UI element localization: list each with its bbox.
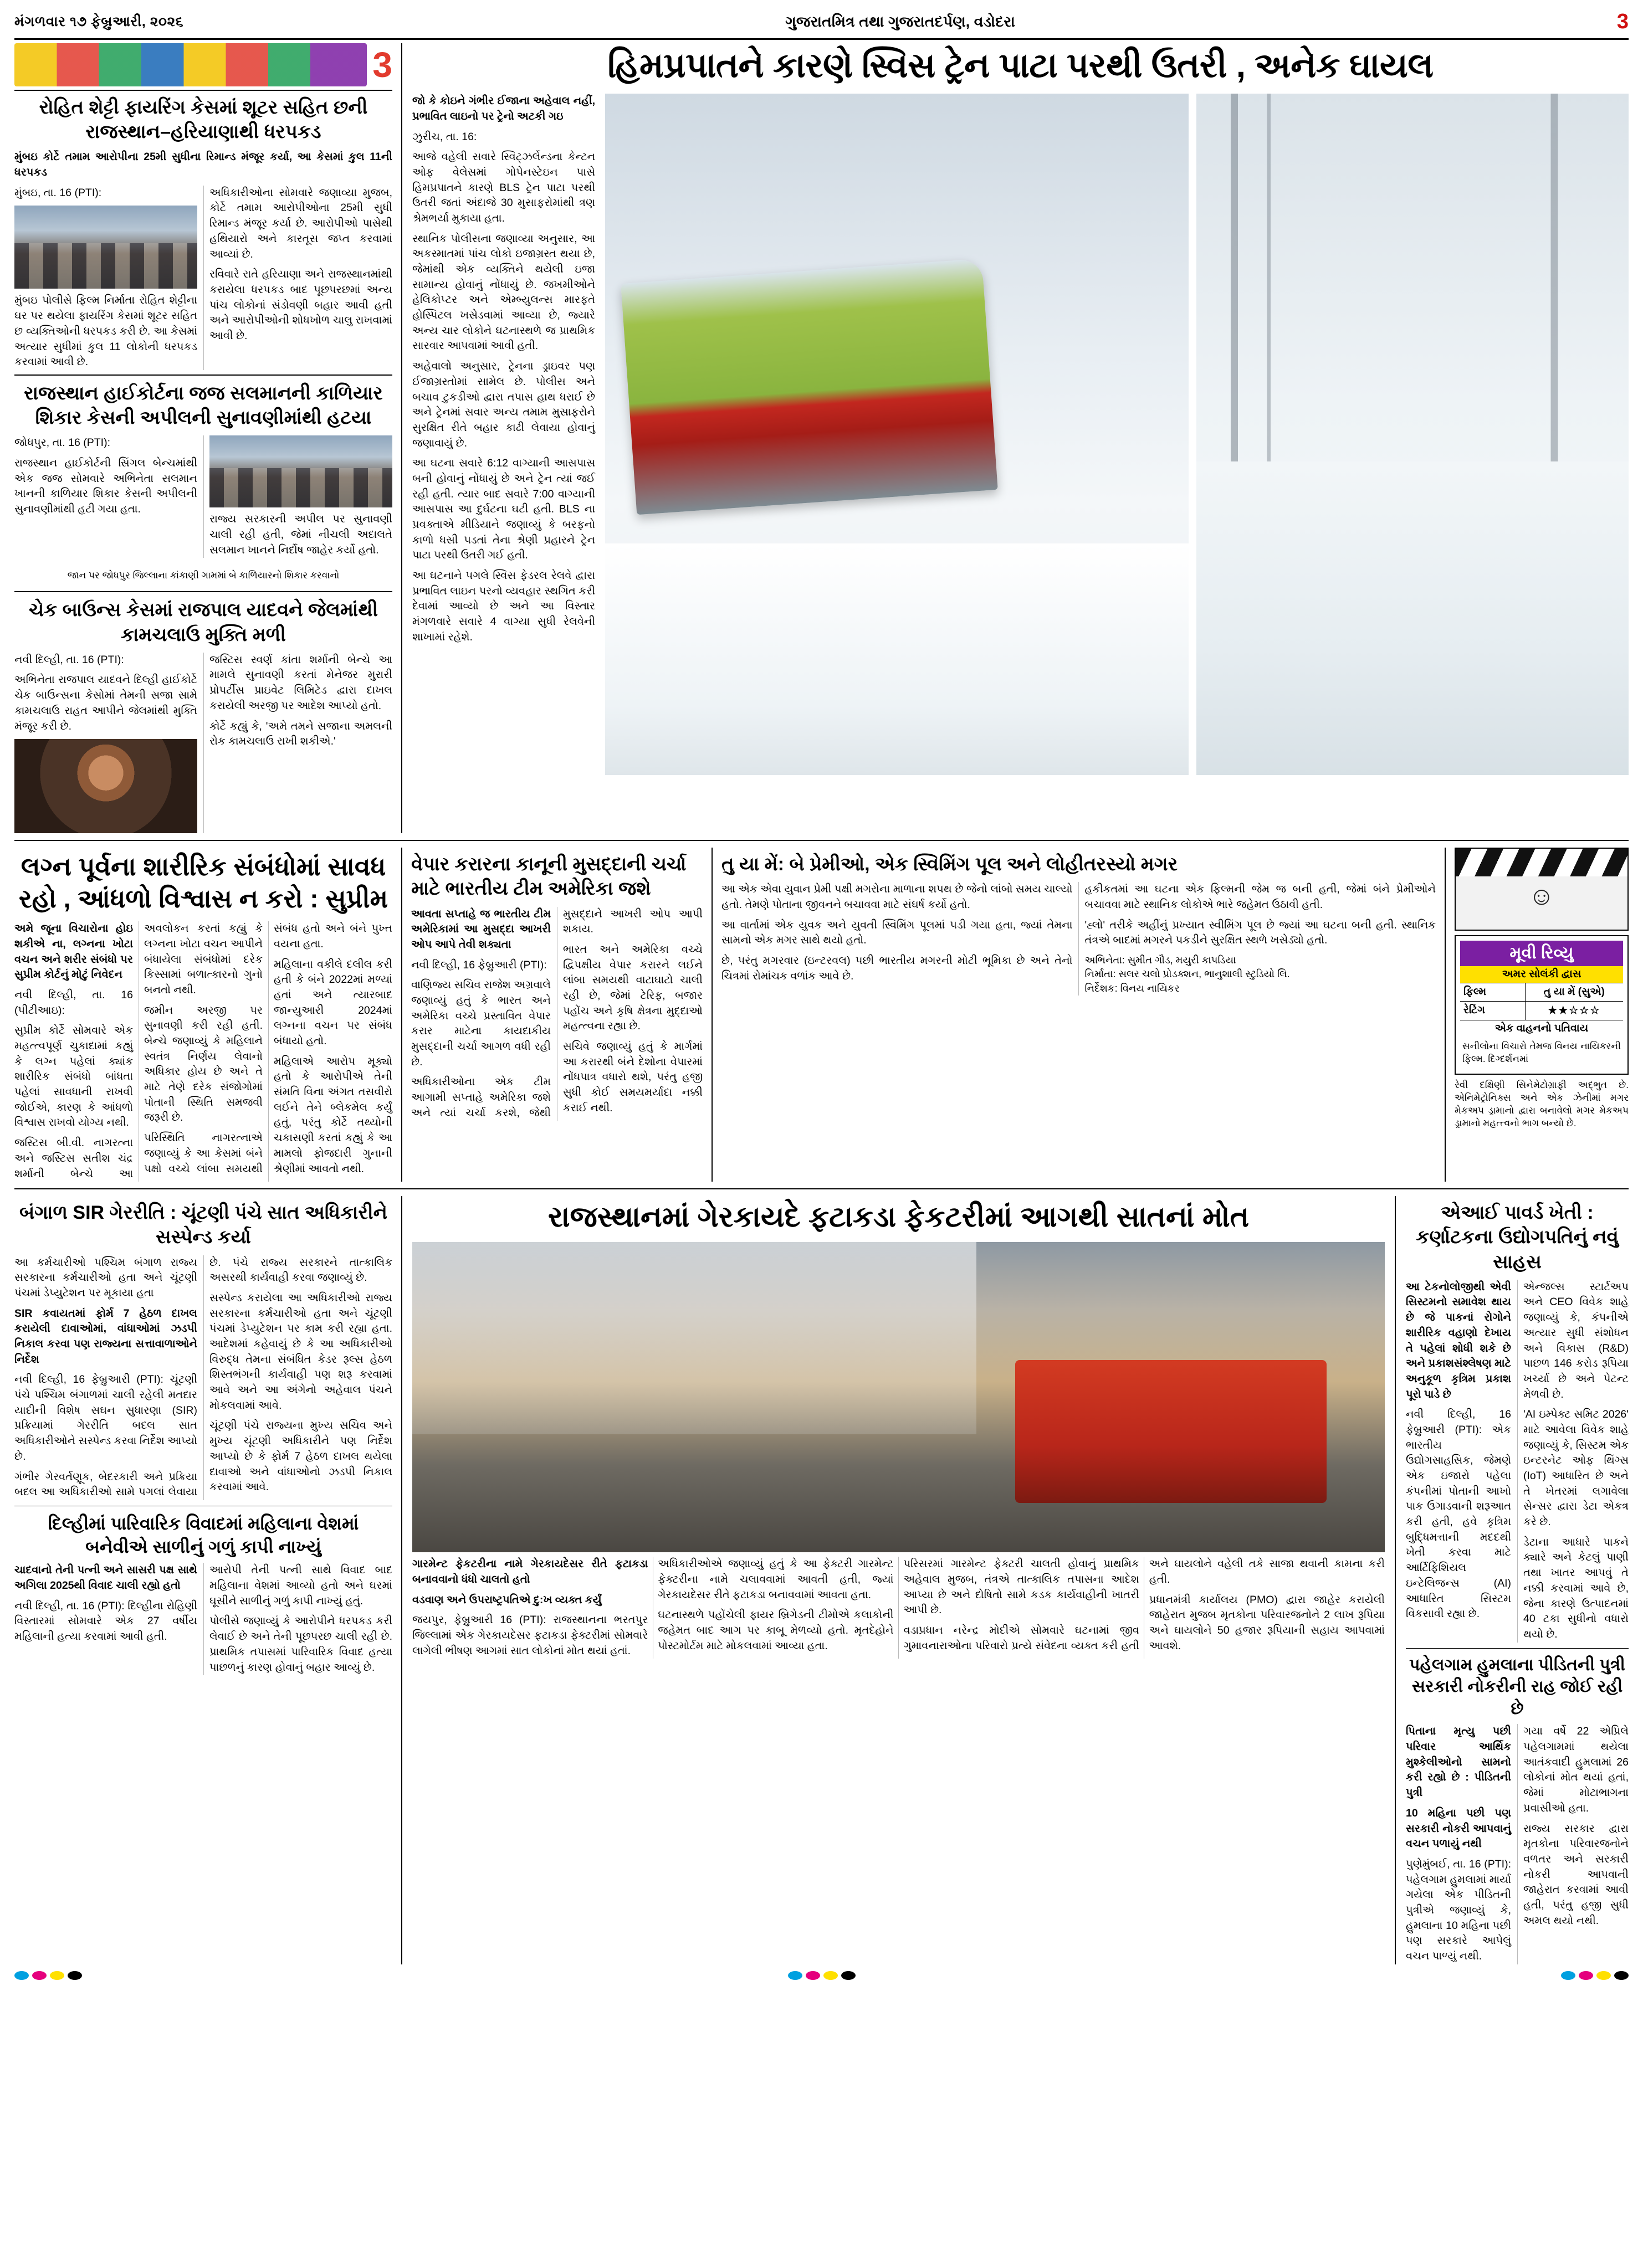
- ai-farming-para-4: ડેટાના આધારે પાકને ક્યારે અને કેટલું પાણી તથા ખાતર આપવું તે નક્કી કરવામાં આવે છે, જેના કારણે ઉત્પાદનમાં 40 ટકા સુધીનો વધારો થયો છે.: [1523, 1536, 1629, 1640]
- story1-para-2: રવિવારે રાતે હરિયાણા અને રાજસ્થાનમાંથી કરાયેલા ધરપકડ બાદ પૂછપરછમાં અન્ય પાંચ લોકોનાં સંડોવણી બહાર આવી હતી અને આરોપીઓની શોધખોળ ચાલુ રાખવામાં આવી છે.: [209, 268, 392, 342]
- bengal-headline: બંગાળ SIR ગેરરીતિ : ચૂંટણી પંચે સાત અધિકારીને સસ્પેન્ડ કર્યા: [19, 1202, 387, 1248]
- thailand-para-1: આ વાર્તામાં એક યુવક અને યુવતી સ્વિમિંગ પૂલમાં પડી ગયા હતા, જ્યાં તેમના સામનો એક મગર સાથે થયો હતો.: [721, 919, 1073, 947]
- bengal-para-2: નવી દિલ્હી, 16 ફેબ્રુઆરી (PTI): ચૂંટણી પંચે પશ્ચિમ બંગાળમાં ચાલી રહેલી મતદાર યાદીની વિશેષ સઘન સુધારણા (SIR) પ્રક્રિયામાં ગેરરીતિ બદલ સાત અધિકારીઓને સસ્પેન્ડ કરવા નિર્દેશ આપ્યો છે.: [14, 1373, 197, 1463]
- cmyk-dot-magenta: [32, 1971, 47, 1980]
- photo-placeholder: [1196, 94, 1629, 775]
- usteam-para-3: સચિવે જણાવ્યું હતું કે માર્ગમાં આ કરારથી બંને દેશોના વેપારમાં નોંધપાત્ર વધારો થશે, પરંતુ હજી સુધી કોઈ સમયમર્યાદા નક્કી કરાઈ નથી.: [563, 1040, 703, 1114]
- story2-headline: રાજસ્થાન હાઈકોર્ટના જજ સલમાનની કાળિયાર શિકાર કેસની અપીલની સુનાવણીમાંથી હટયા: [14, 374, 392, 430]
- story2-dateline: જોધપુર, તા. 16 (PTI):: [14, 437, 110, 449]
- usteam-para-0: વાણિજ્ય સચિવ રાજેશ અગ્રવાલે જણાવ્યું હતું કે ભારત અને અમેરિકા વચ્ચે પ્રસ્તાવિત વેપાર કરાર માટેના કાયદાકીય મુસદ્દાની ચર્ચા આગળ વધી રહી છે.: [411, 979, 551, 1068]
- credit-actors: અભિનેતા: સુમીત ગૌડ, મયુરી કાપડિયા: [1084, 955, 1236, 966]
- pahalgam-highlight: 10 મહિના પછી પણ સરકારી નોકરી આપવાનું વચન પળાયું નથી: [1406, 1807, 1511, 1850]
- usteam-para-1: અધિકારીઓના એક ટીમ આગામી સપ્તાહે અમેરિકા જશે અને ત્યાં ચર્ચા કરશે, જેથી મુસદ્દાને આખરી ઓપ આપી શકાય.: [411, 907, 703, 1119]
- delhi-family-para-2: પોલીસે જણાવ્યું કે આરોપીને ધરપકડ કરી લેવાઈ છે અને તેની પૂછપરછ ચાલી રહી છે. પ્રાથમિક તપાસમાં પારિવારિક વિવાદ હત્યા પાછળનું કારણ હોવાનું બહાર આવ્યું છે.: [209, 1615, 392, 1674]
- story1-dateline: મુંબઇ, તા. 16 (PTI):: [14, 186, 102, 199]
- movie-review-title: મૂવી રિવ્યુ: [1460, 941, 1623, 966]
- lead-text-column: [412, 94, 595, 775]
- story3-dateline: નવી દિલ્હી, તા. 16 (PTI):: [14, 653, 124, 666]
- logo-number: 3: [372, 45, 392, 85]
- movie-tail-text: રેવી દક્ષિણી સિનેમેટોગ્રાફી અદ્ભુત છે. એનિમેટ્રોનિક્સ અને એક ઝેનીમાં મગર મેકઅપ ડ્રામાનો દ્વારા બનાવેલો મગર મેકઅપ ડ્રામાનો મહત્ત્વનો ભાગ બન્યો છે.: [1455, 1080, 1629, 1128]
- thailand-story: [713, 848, 1446, 1182]
- story2-body: [14, 435, 392, 558]
- rajasthan-fire-para-5: પ્રધાનમંત્રી કાર્યાલય (PMO) દ્વારા જાહેર કરાયેલી જાહેરાત મુજબ મૃતકોના પરિવારજનોને 2 લાખ રૂપિયા અને ઘાયલોને 50 હજાર રૂપિયાની સહાય આપવામાં આવશે.: [1149, 1593, 1385, 1652]
- movie-review-box: [1446, 848, 1629, 1182]
- bottom-section: [14, 1196, 1629, 1964]
- masthead-title: ગુજરાતમિત્ર તથા ગુજરાતદર્પણ, વડોદરા: [785, 13, 1015, 30]
- photo-placeholder: [14, 739, 197, 833]
- usteam-kicker: આવતા સપ્તાહે જ ભારતીય ટીમ અમેરિકામાં આ મુસદ્દા આખરી ઓપ આપે તેવી શક્યતા: [411, 907, 551, 951]
- rajasthan-fire-sub1: વડવાણ અને ઉપરાષ્ટ્રપતિએ દુ:ખ વ્યક્ત કર્યું: [412, 1593, 602, 1606]
- movie-row-rating: [1460, 1001, 1623, 1020]
- rajasthan-fire-para-0: જયપુર, ફેબ્રુઆરી 16 (PTI): રાજસ્થાનના ભરતપુર જિલ્લામાં એક ગેરકાયદેસર ફટાકડા ફેક્ટરીમાં સોમવારે લાગેલી ભીષણ આગમાં સાત લોકોનાં મોત થયાં હતાં.: [412, 1614, 648, 1657]
- lead-photo-derailed-train: [605, 94, 1189, 775]
- supreme-para-0: સુપ્રીમ કોર્ટે સોમવારે એક મહત્ત્વપૂર્ણ ચુકાદામાં કહ્યું કે લગ્ન પહેલાં ક્યાંક શારીરિક સંબંધો બાંધતા પહેલાં સાવધાની રાખવી જોઈએ, કારણ કે આંધળો વિશ્વાસ રાખવો યોગ્ય નથી.: [14, 1024, 133, 1129]
- delhi-family-para-1: આરોપી તેની પત્ની સાથે વિવાદ બાદ મહિલાના વેશમાં આવ્યો હતો અને ઘરમાં ઘૂસીને સાળીનું ગળું કાપી નાખ્યું હતું.: [209, 1564, 392, 1607]
- credit-producer: નિર્માતા: સલર ચલો પ્રોડક્શન, ભાનુશાલી સ્ટુડિયો લિ.: [1084, 968, 1290, 980]
- delhi-family-subhead: ચાદવાનો તેની પત્ની અને સાસરી પક્ષ સાથે અગિલા 2025થી વિવાદ ચાલી રહ્યો હતો: [14, 1564, 197, 1592]
- story1-subhead: મુંબઇ કોર્ટે તમામ આરોપીના 25મી સુધીના રિમાન્ડ મંજૂર કર્યા, આ કેસમાં કુલ 11ની ધરપકડ: [14, 151, 392, 179]
- thailand-para-4: 'હ્લો' તરીકે અહીંનું પ્રખ્યાત સ્વીમિંગ પૂલ છે જ્યાં આ ઘટના બની હતી. સ્થાનિક તંત્રએ બાદમાં મગરને પકડીને સુરક્ષિત સ્થળે ખસેડ્યો હતો.: [1084, 919, 1436, 947]
- rajasthan-fire-para-1: અધિકારીઓએ જણાવ્યું હતું કે આ ફેક્ટરી ગારમેન્ટ ફેક્ટરીના નામે ચલાવવામાં આવતી હતી, જ્યાં ગેરકાયદેસર રીતે ફટાકડા બનાવવામાં આવતા હતા.: [658, 1558, 894, 1601]
- movie-note: સનીલોના વિચારો તેમજ વિનય નાયિકરની ફિલ્મ. દિગ્દર્શનમાં: [1462, 1041, 1621, 1065]
- thailand-headline: તુ યા મેં: બે પ્રેમીઓ, એક સ્વિમિંગ પૂલ અને લોહીતરસ્યો મગર: [721, 854, 1178, 875]
- movie-rating-stars: ★★☆☆☆: [1548, 1005, 1601, 1017]
- movie-reviewer: અમર સોલંકી દ્વાસ: [1460, 966, 1623, 983]
- story3-para-1: જસ્ટિસ સ્વર્ણ કાંતા શર્માની બેન્ચે આ મામલે સુનાવણી કરતાં મેનેજર મુરારી પ્રોપર્ટીસ પ્રાઇવેટ લિમિટેડ દ્વારા દાખલ કરાયેલી અરજી પર આદેશ આપ્યો હતો.: [209, 653, 392, 712]
- bengal-para-4: સસ્પેન્ડ કરાયેલા આ અધિકારીઓ રાજ્ય સરકારના કર્મચારીઓ હતા અને ચૂંટણી પંચમાં ડેપ્યુટેશન પર કામ કરી રહ્યા હતા. આદેશમાં કહેવાયું છે કે આ અધિકારીઓ વિરુદ્ધ તેમના સંબંધિત કેડર રૂલ્સ હેઠળ શિસ્તભંગની કાર્યવાહી પણ શરૂ કરવામાં આવે અને આ અંગેનો અહેવાલ પંચને મોકલવામાં આવે.: [209, 1291, 392, 1412]
- story3-body: [14, 653, 392, 833]
- lead-headline: હિમપ્રપાતને કારણે સ્વિસ ટ્રેન પાટા પરથી ઉતરી , અનેક ઘાયલ: [607, 47, 1434, 85]
- lead-para-4: આ ઘટનાને પગલે સ્વિસ ફેડરલ રેલવે દ્વારા પ્રભાવિત લાઇન પરનો વ્યવહાર સ્થગિત કરી દેવામાં આવ્યો છે અને આ વિસ્તાર મંગળવારે સવારે 4 વાગ્યા સુધી રેલવેની શાખામાં રહેશે.: [412, 569, 595, 643]
- top-section: [14, 43, 1629, 833]
- supreme-subhead: અમે જૂના વિચારોના હોઇ શકીએ ના, લગ્નના ખોટા વચન અને શરીર સંબંધો પર સુપ્રીમ કોર્ટનું મોટું નિવેદન: [14, 922, 133, 981]
- rajasthan-fire-story: [402, 1196, 1396, 1964]
- thailand-para-2: છે, પરંતુ મગરવાર (ઇન્ટરવલ) પછી ભારતીય મગરની મોટી ભૂમિકા છે અને તેનો ચિત્રમાં રોમાંચક વળાંક આવે છે.: [721, 955, 1073, 982]
- right-column: [1396, 1196, 1629, 1964]
- bengal-para-1: SIR કવાયતમાં ફોર્મ 7 હેઠળ દાખલ કરાયેલી દાવાઓમાં, વાંધાઓમાં ઝડપી નિકાલ કરવા પણ રાજ્યના સત્તાવાળાઓને નિર્દેશ: [14, 1307, 197, 1366]
- cmyk-dot-black: [1614, 1971, 1629, 1980]
- photo-placeholder: [412, 1242, 1385, 1552]
- lead-para-0: આજે વહેલી સવારે સ્વિટ્ઝર્લેન્ડના કેન્ટન ઓફ વેલેસમાં ગોપેનસ્ટેઇન પાસે હિમપ્રપાતને કારણે BLS ટ્રેન પાટા પરથી ઉતરી જતાં અંદાજે 30 મુસાફરોમાંથી ત્રણ શ્રેમભર્યા મુકાયા હતા.: [412, 151, 595, 224]
- photo-placeholder: [605, 94, 1189, 775]
- cmyk-dot-cyan: [788, 1971, 802, 1980]
- supreme-dateline: નવી દિલ્હી, તા. 16 (પીટીઆઇ):: [14, 988, 133, 1017]
- ai-farming-headline: એઆઈ પાવર્ડ ખેતી : કર્ણાટકના ઉદ્યોગપતિનું નવું સાહસ: [1416, 1202, 1619, 1272]
- cmyk-dot-yellow: [1596, 1971, 1611, 1980]
- story2-caption: જાન પર જોધપુર જિલ્લાના કાંકાણી ગામમાં બે કાળિયારનો શિકાર કરવાનો: [67, 570, 340, 581]
- delhi-family-headline: દિલ્હીમાં પારિવારિક વિવાદમાં મહિલાના વેશમાં બનેવીએ સાળીનું ગળું કાપી નાખ્યું: [14, 1506, 392, 1558]
- page3-logo: [14, 43, 392, 91]
- story2-para-0: રાજસ્થાન હાઈકોર્ટની સિંગલ બેન્ચમાંથી એક જજ સોમવારે અભિનેતા સલમાન ખાનની કાળિયાર શિકાર કેસની અપીલની સુનાવણીમાંથી હટી ગયા હતા.: [14, 456, 197, 515]
- cmyk-dot-magenta: [806, 1971, 820, 1980]
- ai-farming-para-2: એન્જલ્સ સ્ટાર્ટઅપ અને CEO વિવેક શાહે જણાવ્યું કે, કંપનીએ અત્યાર સુધી સંશોધન અને વિકાસ (R&D) પાછળ 146 કરોડ રૂપિયા ખર્ચ્યા છે અને પેટન્ટ મેળવી છે.: [1523, 1280, 1629, 1400]
- bengal-para-0: આ કર્મચારીઓ પશ્ચિમ બંગાળ રાજ્ય સરકારના કર્મચારીઓ હતા અને ચૂંટણી પંચમાં ડેપ્યુટેશન પર મૂકાયા હતા: [14, 1256, 197, 1299]
- clapperboard-icon: [1455, 848, 1629, 931]
- pahalgam-para-1: ગયા વર્ષે 22 એપ્રિલે પહેલગામમાં થયેલા આતંકવાદી હુમલામાં 26 લોકોનાં મોત થયાં હતાં, જેમાં મોટાભાગના પ્રવાસીઓ હતા.: [1523, 1725, 1629, 1814]
- thailand-para-3: હકીકતમાં આ ઘટના એક ફિલ્મની જેમ જ બની હતી, જેમાં બંને પ્રેમીઓને બચાવવા માટે સ્થાનિક લોકોએ ભારે જહેમત ઉઠાવી હતી.: [1084, 883, 1436, 911]
- cmyk-dot-yellow: [823, 1971, 838, 1980]
- credit-director: નિર્દેશક: વિનય નાયિકર: [1084, 982, 1180, 994]
- supreme-court-story: [14, 848, 402, 1182]
- lead-para-1: સ્થાનિક પોલીસના જણાવ્યા અનુસાર, આ અકસ્માતમાં પાંચ લોકો ઇજાગ્રસ્ત થયા છે, જેમાંથી એક વ્યક્તિને થયેલી ઇજા સામાન્ય હોવાનું નોંધાયું છે. જખમીઓને હેલિકોપ્ટર અને એમ્બ્યુલન્સ મારફતે હોસ્પિટલ ખસેડવામાં આવ્યા છે, જ્યારે અન્ય ચાર લોકોને ઘટનાસ્થળે જ પ્રાથમિક સારવાર આપવામાં આવી હતી.: [412, 232, 595, 352]
- cmyk-dot-cyan: [1561, 1971, 1575, 1980]
- story1-headline: રોહિત શેટ્ટી ફાયરિંગ કેસમાં શૂટર સહિત છની રાજસ્થાન–હરિયાણાથી ધરપકડ: [39, 97, 368, 143]
- ai-farming-para-3: 'AI ઇમ્પેક્ટ સમિટ 2026' માટે આવેલા વિવેક શાહે જણાવ્યું કે, સિસ્ટમ એક ઇન્ટરનેટ ઓફ થિંગ્સ (IoT) આધારિત છે અને તે ખેતરમાં લગાવેલા સેન્સર દ્વારા ડેટા એકત્ર કરે છે.: [1523, 1408, 1629, 1528]
- thailand-para-0: આ એક એવા યુવાન પ્રેમી પક્ષી મગરોના માળાના શપથ છે જેનો લાંબો સમય ચાલ્યો હતો. તેમણે પોતાના જીવનને બચાવવા માટે સંઘર્ષ કર્યો હતો.: [721, 883, 1073, 911]
- pahalgam-subhead: પિતાના મૃત્યુ પછી પરિવાર આર્થિક મુશ્કેલીઓનો સામનો કરી રહ્યો છે : પીડિતની પુત્રી: [1406, 1725, 1511, 1799]
- cmyk-dot-cyan: [14, 1971, 29, 1980]
- middle-section: [14, 848, 1629, 1182]
- masthead-date: મંગળવાર ૧૭ ફેબ્રુઆરી, ૨૦૨૬: [14, 14, 184, 29]
- story3-headline: ચેક બાઉન્સ કેસમાં રાજપાલ યાદવને જેલમાંથી કામચલાઉ મુક્તિ મળી: [14, 591, 392, 646]
- pahalgam-para-2: રાજ્ય સરકાર દ્વારા મૃતકોના પરિવારજનોને વળતર અને સરકારી નોકરી આપવાની જાહેરાત કરવામાં આવી હતી, પરંતુ હજી સુધી અમલ થયો નથી.: [1523, 1822, 1629, 1927]
- cmyk-dot-yellow: [50, 1971, 64, 1980]
- thailand-credits: [1085, 953, 1436, 996]
- rajasthan-fire-para-2: ઘટનાસ્થળે પહોંચેલી ફાયર બ્રિગેડની ટીમોએ કલાકોની જહેમત બાદ આગ પર કાબૂ મેળવ્યો હતો. મૃતદેહોને પોસ્ટમોર્ટમ માટે મોકલવામાં આવ્યા હતા.: [658, 1609, 894, 1652]
- logo-artwork: [14, 43, 367, 86]
- lead-para-2: અહેવાલો અનુસાર, ટ્રેનના ડ્રાઇવર પણ ઈજાગ્રસ્તોમાં સામેલ છે. પોલીસ અને બચાવ ટુકડીઓ દ્વારા તપાસ હાથ ધરાઈ છે અને ટ્રેનમાં સવાર અન્ય તમામ મુસાફરોને સુરક્ષિત રીતે બહાર કાઢી લેવાયા હોવાનું જણાવાયું છે.: [412, 360, 595, 449]
- story1-body: [14, 186, 392, 370]
- story3-photo: [14, 739, 197, 833]
- supreme-headline: લગ્ન પૂર્વના શારીરિક સંબંધોમાં સાવધ રહો , આંધળો વિશ્વાસ ન કરો : સુપ્રીમ: [18, 852, 388, 913]
- usteam-dateline: નવી દિલ્હી, 16 ફેબ્રુઆરી (PTI):: [411, 958, 547, 971]
- bengal-para-3: ગંભીર ગેરવર્તણૂક, બેદરકારી અને પ્રક્રિયા બદલ આ અધિકારીઓ સામે પગલાં લેવાયા છે. પંચે રાજ્ય સરકારને તાત્કાલિક અસરથી કાર્યવાહી કરવા જણાવ્યું છે.: [14, 1256, 392, 1499]
- movie-row-value: તુ યા મેં (સુએ): [1543, 986, 1605, 998]
- lead-para-3: આ ઘટના સવારે 6:12 વાગ્યાની આસપાસ બની હોવાનું નોંધાયું છે અને ટ્રેન ત્યાં જઈ રહી હતી. ત્યાર બાદ સવારે 7:00 વાગ્યાની આસપાસ આ દુર્ઘટના ઘટી હતી. BLS ના પ્રવક્તાએ મીડિયાને જણાવ્યું કે બરફનો કાળો ધસી પડતાં તેના શ્રેણી પ્રહારને ટ્રેન પાટા પરથી ઉતરી ગઈ હતી.: [412, 457, 595, 562]
- usteam-para-2: ભારત અને અમેરિકા વચ્ચે દ્વિપક્ષીય વેપાર કરારને લઈને લાંબા સમયથી વાટાઘાટો ચાલી રહી છે, જેમાં ટેરિફ, બજાર પહોંચ અને કૃષિ ક્ષેત્રના મુદ્દાઓ મહત્ત્વના રહ્યા છે.: [563, 943, 703, 1033]
- story3-para-2: કોર્ટે કહ્યું કે, 'અમે તમને સજાના અમલની રોક કામચલાઉ રાખી શકીએ.': [209, 720, 392, 748]
- story1-para-0: મુંબઇ પોલીસે ફિલ્મ નિર્માતા રોહિત શેટ્ટીના ઘર પર થયેલા ફાયરિંગ કેસમાં શૂટર સહિત છ વ્યક્તિઓની ધરપકડ કરી છે. આ કેસમાં અત્યાર સુધીમાં કુલ 11 લોકોની ધરપકડ કરવામાં આવી છે.: [14, 294, 197, 368]
- masthead: [14, 10, 1629, 40]
- delhi-family-para-0: નવી દિલ્હી, તા. 16 (PTI): દિલ્હીના રોહિણી વિસ્તારમાં સોમવારે એક 27 વર્ષીય મહિલાની હત્યા કરવામાં આવી હતી.: [14, 1599, 197, 1643]
- supreme-para-5: મહિલાએ આરોપ મૂક્યો હતો કે આરોપીએ તેની સંમતિ વિના અંગત તસવીરો લઈને તેને બ્લેકમેલ કર્યું હતું, પરંતુ કોર્ટે તથ્યોની ચકાસણી કરતાં કહ્યું કે આ મામલો ફોજદારી ગુનાની શ્રેણીમાં આવતો નથી.: [274, 1055, 392, 1175]
- lead-photo-snow-railway: [1196, 94, 1629, 775]
- story2-para-1: રાજ્ય સરકારની અપીલ પર સુનાવણી ચાલી રહી હતી, જેમાં નીચલી અદાલતે સલમાન ખાનને નિર્દોષ જાહેર કર્યો હતો.: [209, 513, 392, 556]
- section-divider-1: [14, 840, 1629, 841]
- bengal-para-5: ચૂંટણી પંચે રાજ્યના મુખ્ય સચિવ અને મુખ્ય ચૂંટણી અધિકારીને પણ નિર્દેશ આપ્યો છે કે ફોર્મ 7 હેઠળ દાખલ થયેલા દાવાઓ અને વાંધાઓનો ઝડપી નિકાલ કરવામાં આવે.: [209, 1419, 392, 1494]
- lead-standfirst: જો કે કોઇને ગંભીર ઈજાના અહેવાલ નહીં, પ્રભાવિત લાઇનો પર ટ્રેનો અટકી ગઇ: [412, 95, 595, 122]
- lead-column: [402, 43, 1629, 833]
- cmyk-dot-black: [68, 1971, 82, 1980]
- rajasthan-fire-para-4: વડાપ્રધાન નરેન્દ્ર મોદીએ સોમવારે ઘટનામાં જીવ ગુમાવનારાઓના પરિવારો પ્રત્યે સંવેદના વ્યક્ત કરી હતી અને ઘાયલોને વહેલી તકે સાજા થવાની કામના કરી હતી.: [903, 1558, 1385, 1652]
- page-number: 3: [1616, 10, 1629, 33]
- ai-farming-para-0: આ ટેકનોલોજીથી એવી સિસ્ટમનો સમાવેશ થાય છે જે પાકનાં રોગોને શારીરિક વહાણો દેખાય તે પહેલાં શોધી શકે છે અને પ્રકાશસંશ્લેષણ માટે અનુકૂળ કૃત્રિમ પ્રકાશ પૂરો પાડે છે: [1406, 1280, 1512, 1400]
- cmyk-registration-bar: [14, 1964, 1629, 1980]
- story2-photo: [209, 435, 392, 507]
- left-column: [14, 43, 402, 833]
- story1-photo: [14, 206, 197, 289]
- cmyk-dot-magenta: [1579, 1971, 1593, 1980]
- pahalgam-headline: પહેલગામ હુમલાના પીડિતની પુત્રી સરકારી નોકરીની રાહ જોઈ રહી છે: [1406, 1648, 1629, 1720]
- movie-row-film: [1460, 983, 1623, 1001]
- pahalgam-para-0: પુણેમુંબઈ, તા. 16 (PTI): પહેલગામ હુમલામાં માર્યા ગયેલા એક પીડિતની પુત્રીએ જણાવ્યું કે, હુમલાના 10 મહિના પછી પણ સરકારે આપેલું વચન પાળ્યું નથી.: [1406, 1857, 1511, 1962]
- bengal-sir-story: [14, 1196, 402, 1964]
- lead-dateline: ઝુરીચ, તા. 16:: [412, 130, 477, 143]
- supreme-para-1: જસ્ટિસ બી.વી. નાગરત્ના અને જસ્ટિસ સતીશ ચંદ્ર શર્માની બેન્ચે આ અવલોકન કરતાં કહ્યું કે લગ્નના ખોટા વચન આપીને બંધાયેલા સંબંધોમાં દરેક કિસ્સામાં બળાત્કારનો ગુનો બનતો નથી.: [14, 922, 263, 1180]
- supreme-para-2: જમીન અરજી પર સુનાવણી કરી રહી હતી. બેન્ચે જણાવ્યું કે મહિલાને સ્વતંત્ર નિર્ણય લેવાનો અધિકાર હોય છે અને તે માટે તેણે દરેક સંજોગોમાં પોતાની સ્થિતિ સમજવી જરૂરી છે.: [144, 1004, 263, 1124]
- us-trade-story: [402, 848, 713, 1182]
- story1-para-1: અધિકારીઓના સોમવારે જણાવ્યા મુજબ, કોર્ટે તમામ આરોપીઓના 25મી સુધી રિમાન્ડ મંજૂર કર્યા છે. આરોપીઓ પાસેથી હથિયારો અને કારતૂસ જપ્ત કરવામાં આવ્યાં છે.: [209, 186, 392, 260]
- supreme-para-3: પરિસ્થિતિ નાગરત્નાએ જણાવ્યું કે આ કેસમાં બંને પક્ષો વચ્ચે લાંબા સમયથી સંબંધ હતો અને બંને પુખ્ત વયના હતા.: [144, 922, 392, 1175]
- ai-farming-para-1: નવી દિલ્હી, 16 ફેબ્રુઆરી (PTI): એક ભારતીય ઉદ્યોગસાહસિક, જેમણે એક ઇજારો પહેલા કંપનીમાં પોતાની આખો પાક ઉગાડવાની શરૂઆત કરી હતી, હવે કૃત્રિમ બુદ્ધિમત્તાની મદદથી ખેતી કરવા માટે આર્ટિફિશિયલ ઇન્ટેલિજન્સ (AI) આધારિત સિસ્ટમ વિકસાવી રહ્યા છે.: [1406, 1408, 1511, 1620]
- rajasthan-fire-headline: રાજસ્થાનમાં ગેરકાયદે ફટાકડા ફેકટરીમાં આગથી સાતનાં મોત: [547, 1201, 1250, 1234]
- usteam-headline: વેપાર કરારના કાનૂની મુસદ્દાની ચર્ચા માટે ભારતીય ટીમ અમેરિકા જશે: [411, 854, 687, 900]
- rajasthan-fire-para-3: પરિસરમાં ગારમેન્ટ ફેક્ટરી ચાલતી હોવાનું પ્રાથમિક અહેવાલ મુજબ, તંત્રએ તાત્કાલિક તપાસના આદેશ આપ્યા છે અને દોષિતો સામે કડક કાર્યવાહીની ખાતરી આપી છે.: [903, 1558, 1139, 1617]
- rajasthan-fire-photo: [412, 1242, 1385, 1552]
- photo-placeholder: [14, 206, 197, 289]
- rajasthan-fire-caption-kicker: ગારમેન્ટ ફેકટરીના નામે ગેરકાયદેસર રીતે ફટાકડા બનાવવાનો ધંધો ચાલતો હતો: [412, 1558, 648, 1585]
- movie-row-label: ફિલ્મ: [1460, 983, 1526, 1001]
- section-divider-2: [14, 1188, 1629, 1189]
- movie-verdict: એક વાહનનો પતિવાય: [1460, 1020, 1623, 1037]
- cmyk-dot-black: [841, 1971, 856, 1980]
- photo-placeholder: [209, 435, 392, 507]
- movie-row-label: રેટિંગ: [1460, 1002, 1526, 1020]
- story3-para-0: અભિનેતા રાજપાલ યાદવને દિલ્હી હાઈકોર્ટે ચેક બાઉન્સના કેસોમાં તેમની સજા સામે કામચલાઉ રાહત આપીને જેલમાંથી મુક્તિ મંજૂર કરી છે.: [14, 674, 197, 732]
- supreme-para-4: મહિલાના વકીલે દલીલ કરી હતી કે બંને 2022માં મળ્યાં હતાં અને ત્યારબાદ જાન્યુઆરી 2024માં લગ્નના વચન પર સંબંધ બંધાયો હતો.: [274, 958, 392, 1048]
